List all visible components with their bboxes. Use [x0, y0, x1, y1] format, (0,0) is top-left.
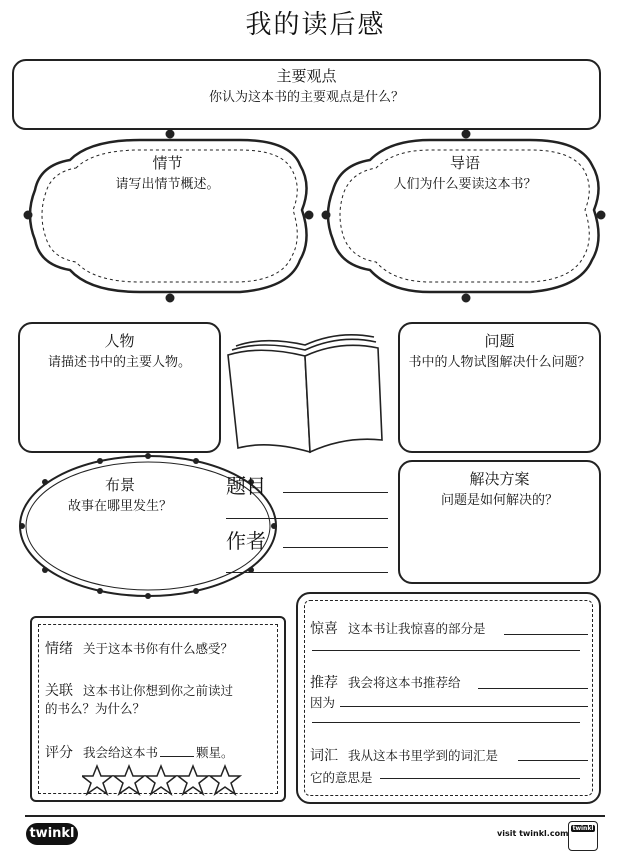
characters-heading: 人物: [104, 332, 135, 350]
characters-box[interactable]: [18, 322, 221, 453]
solution-question: 问题是如何解决的？: [440, 493, 558, 508]
star-icon: [210, 766, 240, 794]
intro-heading: 导语: [449, 154, 480, 172]
intro-section[interactable]: [355, 152, 575, 282]
book-title-line[interactable]: [283, 492, 388, 493]
vocabulary-label: 词汇: [310, 748, 338, 764]
star-icon: [114, 766, 144, 794]
emotions-row[interactable]: [45, 638, 275, 658]
page-title: 我的读后感: [245, 10, 386, 40]
star-icon: [178, 766, 208, 794]
connection-question-line1: 这本书让你想到你之前读过: [82, 683, 233, 698]
solution-box[interactable]: [398, 460, 601, 584]
surprise-line-2[interactable]: [312, 650, 580, 651]
rating-suffix: 颗星。: [196, 745, 234, 760]
vocabulary-line-2[interactable]: [380, 778, 580, 779]
plot-section[interactable]: [60, 152, 275, 282]
recommend-line-3[interactable]: [312, 722, 580, 723]
vocabulary-line-1[interactable]: [518, 760, 588, 761]
setting-heading: 布景: [104, 476, 135, 494]
connection-row[interactable]: [45, 682, 275, 717]
visit-link[interactable]: visit twinkl.com: [497, 829, 569, 838]
problem-heading: 问题: [484, 332, 515, 350]
recommend-stem: 我会将这本书推荐给: [347, 675, 461, 690]
twinkl-logo: twinkl: [26, 823, 78, 845]
emotions-label: 情绪: [45, 641, 73, 657]
recommend-label: 推荐: [310, 675, 338, 691]
main-idea-heading: 主要观点: [276, 67, 337, 85]
setting-section[interactable]: [40, 474, 200, 514]
plot-heading: 情节: [152, 154, 183, 172]
author-line-2[interactable]: [226, 572, 388, 573]
recommend-row[interactable]: [310, 673, 592, 713]
author-line[interactable]: [283, 547, 388, 548]
rating-stars[interactable]: [82, 764, 242, 798]
rating-prefix: 我会给这本书: [82, 745, 158, 760]
book-icon: [228, 335, 382, 452]
book-title-label: 题目: [226, 474, 266, 498]
emotions-question: 关于这本书你有什么感受？: [82, 641, 233, 656]
rating-label: 评分: [45, 745, 73, 761]
main-idea-question: 你认为这本书的主要观点是什么？: [208, 90, 404, 105]
recommend-line-1[interactable]: [478, 688, 588, 689]
surprise-line-1[interactable]: [504, 634, 588, 635]
solution-heading: 解决方案: [469, 470, 530, 488]
problem-question: 书中的人物试图解决什么问题？: [408, 355, 591, 370]
surprise-row[interactable]: [310, 618, 592, 638]
star-icon: [82, 766, 112, 794]
book-title-line-2[interactable]: [226, 518, 388, 519]
plot-question: 请写出情节概述。: [115, 177, 220, 192]
characters-question: 请描述书中的主要人物。: [47, 355, 191, 370]
intro-question: 人们为什么要读这本书？: [393, 177, 537, 192]
rating-row[interactable]: [45, 742, 275, 762]
problem-box[interactable]: [398, 322, 601, 453]
author-label: 作者: [226, 529, 266, 553]
vocabulary-stem: 我从这本书里学到的词汇是: [347, 748, 498, 763]
footer-divider: [25, 815, 605, 817]
quality-seal-icon: [568, 821, 598, 851]
rating-blank[interactable]: [160, 756, 194, 757]
surprise-stem: 这本书让我惊喜的部分是: [347, 621, 486, 636]
star-icon: [146, 766, 176, 794]
setting-question: 故事在哪里发生？: [67, 499, 172, 514]
connection-label: 关联: [45, 683, 73, 699]
vocabulary-meaning: 它的意思是: [310, 770, 373, 785]
surprise-label: 惊喜: [310, 621, 338, 637]
recommend-because: 因为: [310, 695, 336, 710]
connection-question-line2: 的书么？为什么？: [45, 701, 146, 716]
vocabulary-row[interactable]: [310, 745, 592, 788]
seal-text: twinkl: [572, 825, 594, 832]
recommend-line-2[interactable]: [340, 706, 588, 707]
